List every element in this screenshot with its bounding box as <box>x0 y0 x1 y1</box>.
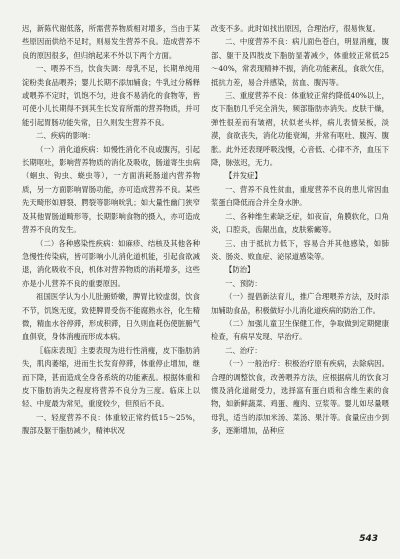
paragraph: 祖国医学认为小儿肚腑娇嫩，脾胃比较虚弱，饮食不节，饥饱无度，致使脾胃受伤不能腐熟水谷，化生精微，精血水谷停滞，形成积滞，日久则血耗伤使脏腑气血俱衰，身体消瘦而形成本病。 <box>22 292 200 342</box>
paragraph: 三、重度营养不良：体重较正常约降低40%以上，皮下脂肪几乎完全消失，频部脂肪亦消失。皮肤干燥，弹性很差而有皱褶，状似老头样，病儿表情呆板，淡漠，食欲丧失，消化功能衰竭，并常有呕吐、腹泻、腹胀。此外还表现呼吸浅慢，心音低、心律不齐，血压下降，脉弦迟，无力。 <box>211 91 389 168</box>
paragraph: 二、疾病的影响： <box>36 131 95 141</box>
paragraph: 【并发症】 <box>225 171 262 181</box>
paragraph: 【防治】 <box>225 265 255 275</box>
paragraph: 二、治疗： <box>225 345 262 355</box>
paragraph: 迟，新陈代谢低落，所需营养物质相对增多，当由于某些原因而供给不足时，则易发生营养不良。造成营养不良的原因很多，但归纳起来不外以下两个方面。 <box>22 24 200 60</box>
paragraph: （一）提倡新法育儿，推广合理喂养方法，及时添加辅助食品，积极做好小儿消化道疾病的防治工作。 <box>211 292 389 315</box>
paragraph: 〖临床表现〗主要表现为进行性消瘦，皮下脂肪消失，肌肉萎缩，进而生长发育停滞，体重停止增加，继而下降，甚而造成全身各系统的功能紊乱。根据体重和皮下脂肪消失之程度将营养不良分为三度。临床上以轻、中度最为常见，重度较少，但预后不良。 <box>22 345 200 409</box>
paragraph: 一、预防： <box>225 278 262 288</box>
paragraph: 一、营养不良性贫血，重度营养不良的患儿常因血浆蛋白降低而合并全身水肿。 <box>211 184 389 208</box>
paragraph: 一、喂养不当，饮食失调：母乳不足，长期单纯用淀粉类食品喂养；婴儿长期不添加辅食；牛乳过分稀释或喂养不定时，饥饱不匀，进食不易消化的食物等，皆可使小儿长期得不到其生长发育所需的营养物质，并可能引起胃肠功能失常，日久则发生营养不良。 <box>22 64 200 127</box>
paragraph: 改变不多。此时如找出原因，合理治疗，很易恢复。 <box>211 24 380 33</box>
paragraph: （一）消化道疾病：如慢性消化不良或腹泻，引起长期呕吐，影响营养物质的消化及吸收，肠道寄生虫病（蛔虫、钩虫、蛲虫等），一方面消耗肠道内营养物质，另一方面影响胃肠功能，亦可造成营养不良。某些先天畸形如唇裂、腭裂等影响吮乳；如大量性幽门狭窄及其他胃肠道畸形等，长期影响食物的摄入，亦可造成营养不良的发生。 <box>22 144 200 235</box>
paragraph: （二）加强儿童卫生保健工作，争取做到定期健康检查，有病早发现、早治疗。 <box>211 318 389 342</box>
page-number: 543 <box>359 534 378 544</box>
paragraph: （一）一般治疗：积极治疗原有疾病，去除病因。合理的调整饮食，改善喂养方法，应根据病儿的饮食习惯及消化道耐受力，选择富有蛋白质和含维生素的食物，如新鲜蔬菜、鸡蛋、瘦肉、豆浆等。婴儿如尽量喂母乳，适当的添加米汤、菜汤、果汁等。食量应由少到多，逐渐增加，品种应 <box>211 359 389 436</box>
paragraph: 二、各种维生素缺乏症，如夜盲，角膜软化，口角炎，口腔炎，齿龈出血，皮肤紫癜等。 <box>211 211 389 235</box>
paragraph: 一、轻度营养不良：体重较正常约低15～25%，腹部及躯干脂肪减少，精神状况 <box>22 412 200 436</box>
paragraph: 二、中度营养不良：病儿面色苍白，明显消瘦，腹部、躯干及四肢皮下脂肪显著减少，体重较正常低25～40%，常表现精神不振，消化功能紊乱，食欲欠佳，抵抗力差，易合并感染，贫血、腹泻等。 <box>211 37 389 87</box>
left-column <box>22 22 200 438</box>
paragraph: 三、由于抵抗力低下，容易合并其他感染，如肺炎、肠炎、败血症、泌尿道感染等。 <box>211 238 389 261</box>
right-column <box>211 22 389 438</box>
paragraph: （二）各种感染性疾病：如麻疹、结核及其他各种急慢性传染病，皆可影响小儿消化道机能，引起食欲减退，消化吸收不良，机体对营养物质的消耗增多，这些亦是小儿营养不良的重要原因。 <box>22 238 200 288</box>
